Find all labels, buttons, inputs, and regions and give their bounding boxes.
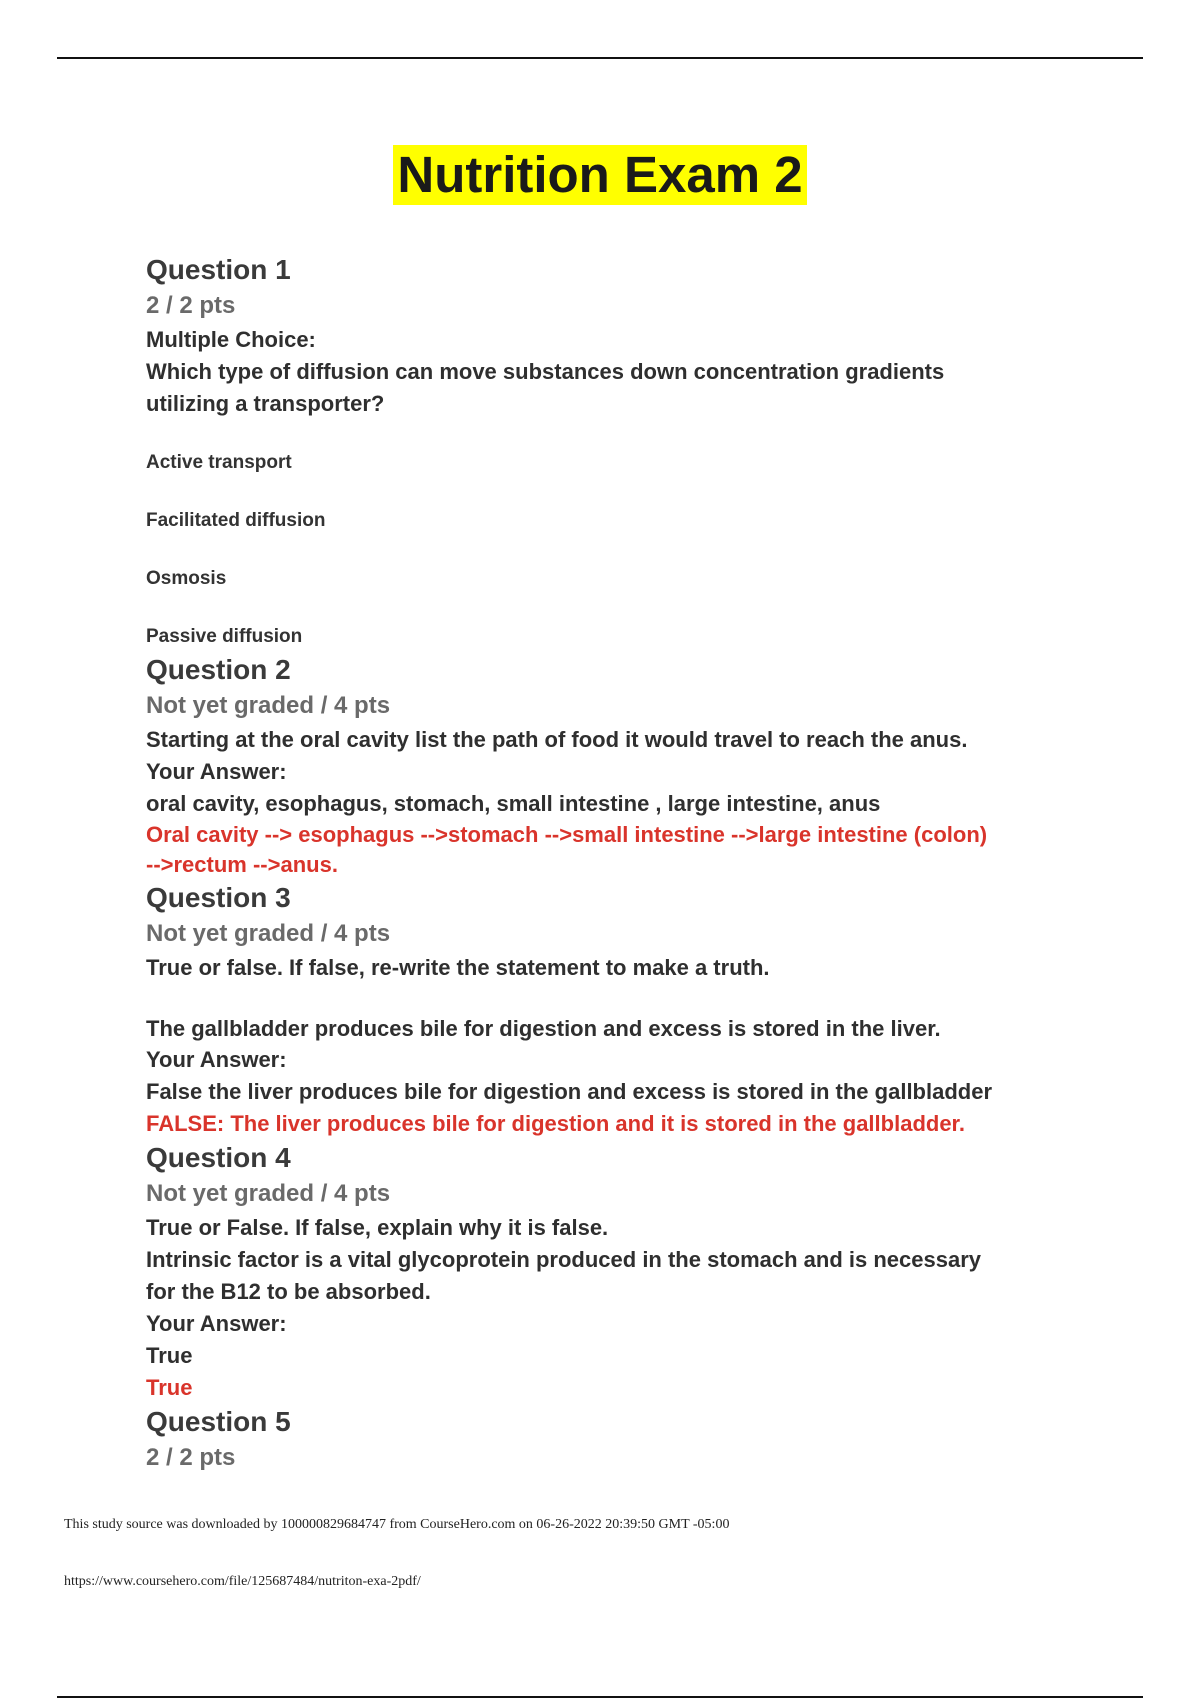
question-prompt: True or False. If false, explain why it is false. xyxy=(146,1215,609,1240)
question-5 xyxy=(146,1404,1106,1476)
question-heading: Question 3 xyxy=(146,882,291,913)
page-title: Nutrition Exam 2 xyxy=(393,145,806,205)
exam-content xyxy=(146,252,1106,1476)
student-answer: oral cavity, esophagus, stomach, small intestine , large intestine, anus xyxy=(146,791,881,816)
question-heading: Question 5 xyxy=(146,1406,291,1437)
answer-label: Your Answer: xyxy=(146,759,287,784)
student-answer: True xyxy=(146,1343,193,1368)
question-points: 2 / 2 pts xyxy=(146,1444,236,1471)
question-3 xyxy=(146,880,1106,1140)
answer-label: Your Answer: xyxy=(146,1047,287,1072)
answer-option: Passive diffusion xyxy=(146,626,303,647)
question-prompt-cont: utilizing a transporter? xyxy=(146,391,385,416)
source-url[interactable]: https://www.coursehero.com/file/125687484/nutriton-exa-2pdf/ xyxy=(64,1574,421,1589)
question-1 xyxy=(146,252,1106,652)
question-points: Not yet graded / 4 pts xyxy=(146,920,391,947)
question-points: Not yet graded / 4 pts xyxy=(146,1180,391,1207)
question-type: Multiple Choice: xyxy=(146,327,316,352)
question-statement: Intrinsic factor is a vital glycoprotein produced in the stomach and is necessary xyxy=(146,1247,982,1272)
question-2 xyxy=(146,652,1106,880)
answer-key: Oral cavity --> esophagus -->stomach -->small intestine -->large intestine (colon) xyxy=(146,822,988,847)
answer-label: Your Answer: xyxy=(146,1311,287,1336)
question-points: Not yet graded / 4 pts xyxy=(146,692,391,719)
answer-option: Active transport xyxy=(146,452,292,473)
question-heading: Question 4 xyxy=(146,1142,291,1173)
question-heading: Question 1 xyxy=(146,254,291,285)
question-statement-cont: for the B12 to be absorbed. xyxy=(146,1279,431,1304)
student-answer: False the liver produces bile for digestion and excess is stored in the gallbladder xyxy=(146,1079,993,1104)
question-4 xyxy=(146,1140,1106,1404)
question-statement: The gallbladder produces bile for digestion and excess is stored in the liver. xyxy=(146,1016,941,1041)
title-container xyxy=(0,145,1200,205)
question-prompt: True or false. If false, re-write the statement to make a truth. xyxy=(146,955,770,980)
question-heading: Question 2 xyxy=(146,654,291,685)
question-points: 2 / 2 pts xyxy=(146,292,236,319)
answer-key-cont: -->rectum -->anus. xyxy=(146,852,338,877)
answer-key: True xyxy=(146,1375,193,1400)
bottom-rule xyxy=(57,1696,1143,1698)
top-rule xyxy=(57,57,1143,59)
answer-key: FALSE: The liver produces bile for digestion and it is stored in the gallbladder. xyxy=(146,1111,966,1136)
download-source-notice: This study source was downloaded by 100000829684747 from CourseHero.com on 06-26-2022 20:39:50 GMT -05:00 xyxy=(64,1517,730,1532)
answer-option: Osmosis xyxy=(146,568,227,589)
answer-option: Facilitated diffusion xyxy=(146,510,326,531)
question-prompt: Starting at the oral cavity list the path of food it would travel to reach the anus. xyxy=(146,727,968,752)
question-prompt: Which type of diffusion can move substances down concentration gradients xyxy=(146,359,945,384)
